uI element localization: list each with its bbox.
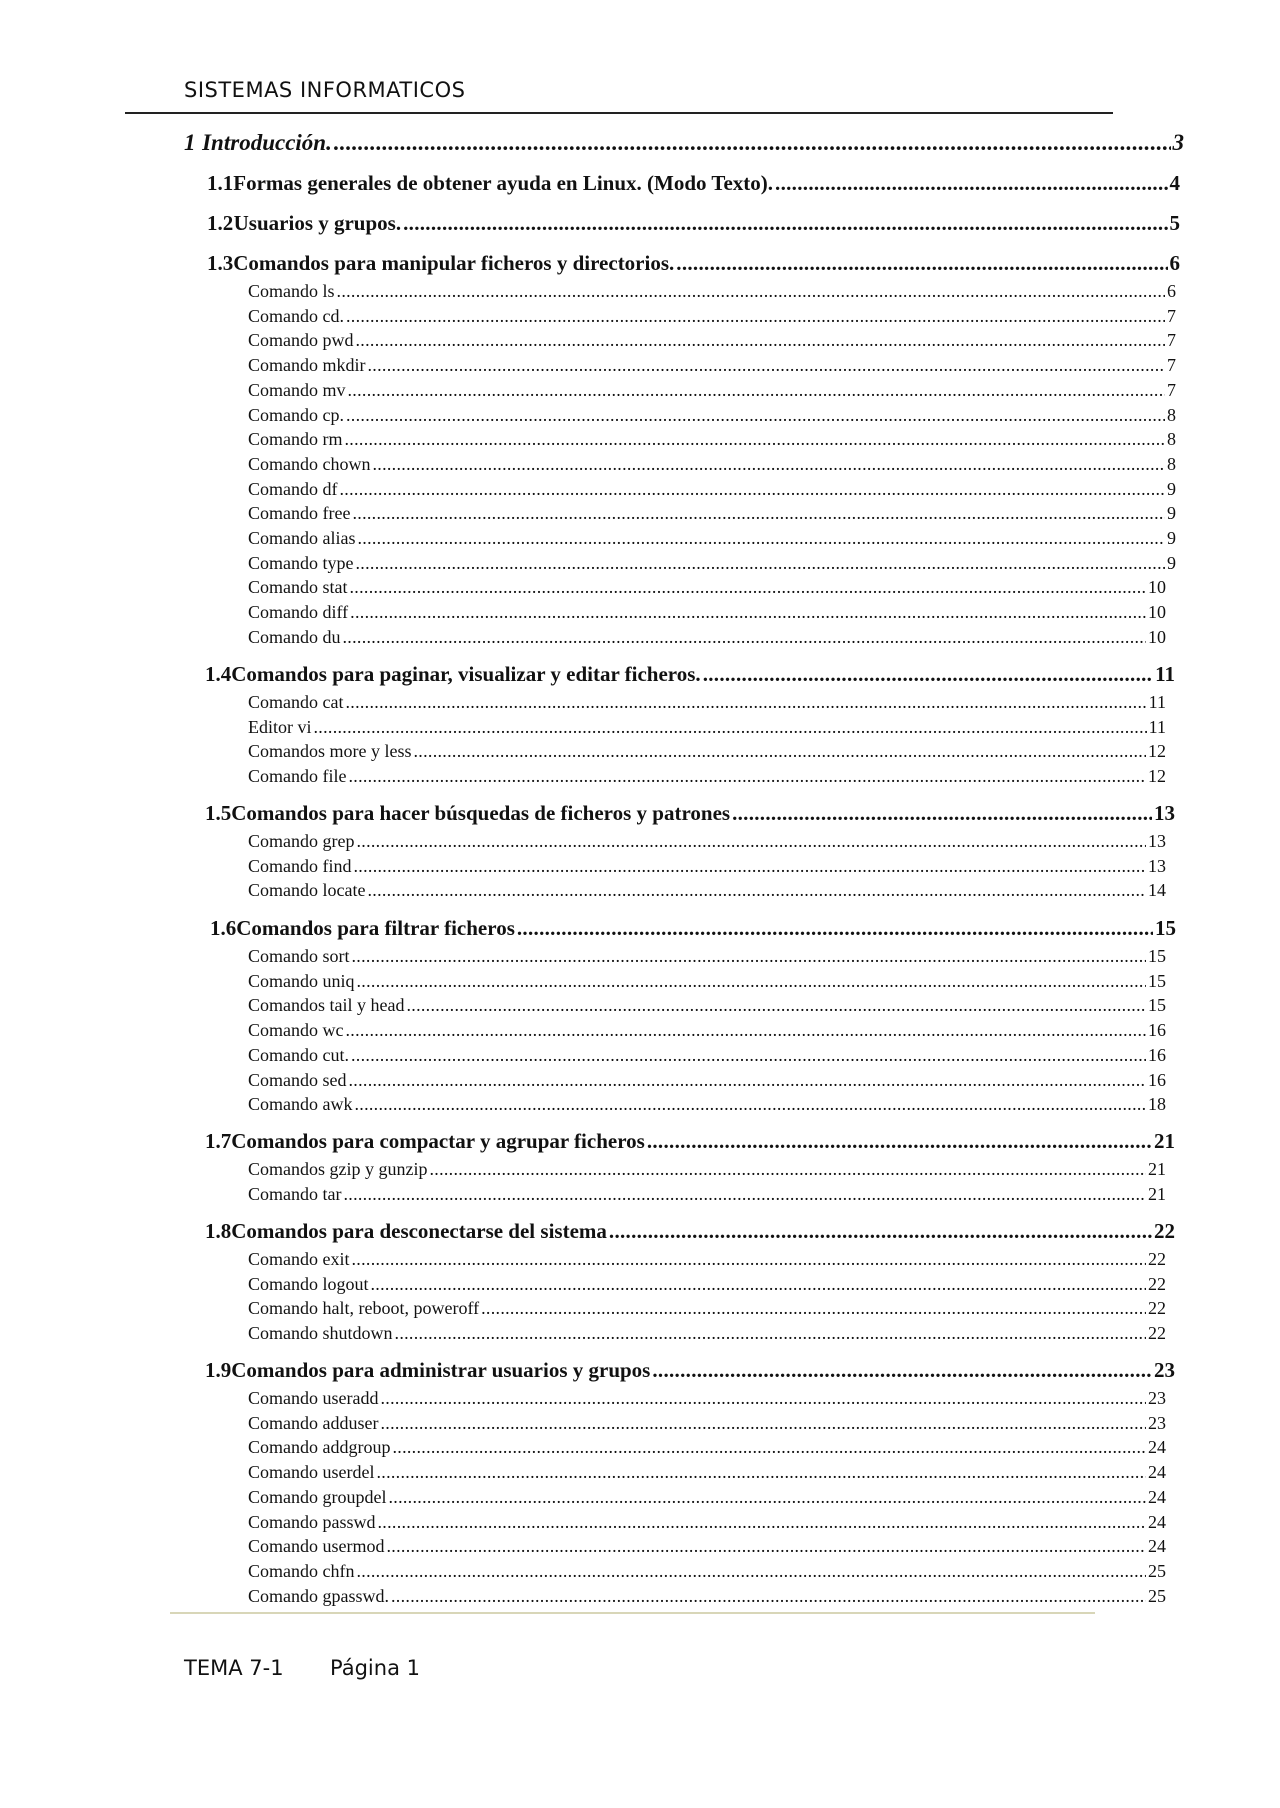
toc-subentry-label: Comando sed [248,1069,347,1090]
dot-leader [345,1020,1146,1041]
toc-subentry[interactable] [248,330,1176,351]
dot-leader [356,831,1146,852]
toc-subentry-label: Comando passwd [248,1511,376,1532]
toc-subentry-label: Comando cat [248,692,344,712]
toc-subentry-label: Comandos gzip y gunzip [248,1159,428,1179]
toc-entry-label: Comandos para desconectarse del sistema [231,1219,607,1243]
toc-subentry[interactable] [248,1045,1166,1066]
toc-entry-1-5[interactable] [205,801,1175,826]
dot-leader [367,880,1146,901]
toc-subentry-page: 24 [1148,1536,1166,1557]
dot-leader [481,1298,1146,1319]
toc-subentry-page: 21 [1148,1159,1166,1179]
toc-subentry[interactable] [248,454,1176,475]
toc-entry-1[interactable] [184,130,1184,156]
dot-leader [356,553,1166,574]
toc-subentry[interactable] [248,995,1166,1016]
toc-subentry-page: 7 [1167,305,1176,326]
toc-subentry-label: Comando usermod [248,1536,385,1557]
toc-subentry-label: Comando shutdown [248,1323,393,1344]
toc-subentry-page: 22 [1148,1249,1166,1269]
toc-subentry-page: 15 [1148,995,1166,1016]
dot-leader [414,741,1147,762]
toc-subentry-page: 8 [1167,453,1176,474]
toc-subentry-label: Comando gpasswd. [248,1585,389,1606]
dot-leader [343,627,1147,648]
dot-leader [372,454,1165,475]
toc-entry-page: 15 [1155,916,1176,940]
toc-entry-number: 1.5 [205,801,232,825]
dot-leader [349,1070,1147,1091]
dot-leader [352,1249,1147,1270]
toc-subentry-page: 23 [1148,1412,1166,1433]
toc-subentry-page: 6 [1167,281,1176,301]
toc-subentry[interactable] [248,1070,1166,1091]
dot-leader [517,916,1153,941]
toc-entry-number: 1.9 [205,1358,232,1382]
toc-subentry-label: Comando file [248,766,347,787]
dot-leader [357,528,1165,549]
dot-leader [395,1323,1146,1344]
toc-subentry-label: Comando cp. [248,404,344,425]
dot-leader [352,946,1147,967]
dot-leader [334,130,1171,156]
toc-subentry[interactable] [248,503,1176,524]
toc-subentry[interactable] [248,1512,1166,1533]
toc-subentry[interactable] [248,766,1166,787]
toc-subentry-label: Comando find [248,855,352,876]
dot-leader [346,306,1165,327]
toc-entry-number: 1.6 [210,916,237,940]
toc-subentry-page: 8 [1167,404,1176,425]
toc-entry-number: 1.1 [207,171,234,195]
toc-entry-label: Formas generales de obtener ayuda en Linux. (Modo Texto). [233,171,774,195]
toc-subentry-page: 10 [1148,626,1166,647]
dot-leader [392,1437,1146,1458]
dot-leader [378,1512,1147,1533]
toc-subentry-label: Editor vi [248,716,312,737]
toc-subentry[interactable] [248,971,1166,992]
toc-subentry-label: Comando locate [248,880,366,901]
dot-leader [348,380,1166,401]
dot-leader [406,995,1146,1016]
dot-leader [351,1045,1146,1066]
toc-subentry[interactable] [248,627,1166,648]
toc-subentry-page: 9 [1167,478,1176,499]
toc-subentry-page: 9 [1167,503,1176,524]
toc-subentry-page: 9 [1167,528,1176,548]
toc-subentry-page: 25 [1148,1585,1166,1606]
dot-leader [352,503,1165,524]
toc-entry-label: Comandos para administrar usuarios y grupos [231,1358,651,1382]
toc-subentry-page: 11 [1148,716,1166,737]
toc-subentry-label: Comando chown [248,453,371,474]
dot-leader [314,717,1147,738]
dot-leader [356,330,1166,351]
toc-subentry-page: 22 [1148,1298,1166,1319]
toc-subentry-label: Comandos tail y head [248,995,405,1016]
toc-subentry-label: Comando pwd [248,330,354,351]
dot-leader [368,355,1166,376]
toc-subentry-page: 18 [1148,1094,1166,1115]
toc-subentry-page: 12 [1148,766,1166,787]
toc-entry-1-9[interactable] [205,1358,1175,1383]
toc-subentry[interactable] [248,479,1176,500]
toc-subentry[interactable] [248,1020,1166,1041]
toc-subentry[interactable] [248,741,1166,762]
toc-subentry[interactable] [248,1437,1166,1458]
toc-subentry[interactable] [248,306,1176,327]
toc-subentry-label: Comando df [248,478,338,499]
dot-leader [348,766,1146,787]
toc-subentry-label: Comando uniq [248,970,355,991]
dot-leader [388,1487,1146,1508]
toc-subentry-label: Comando chfn [248,1560,355,1581]
toc-subentry[interactable] [248,1462,1166,1483]
toc-entry-page: 4 [1169,171,1180,195]
toc-subentry-page: 12 [1148,741,1166,762]
dot-leader [345,692,1146,713]
toc-subentry-page: 16 [1148,1044,1166,1065]
toc-subentry-label: Comando rm [248,429,343,450]
toc-subentry[interactable] [248,281,1176,302]
dot-leader [647,1129,1152,1154]
toc-subentry[interactable] [248,1323,1166,1344]
toc-subentry-label: Comando addgroup [248,1437,391,1458]
toc-entry-page: 3 [1172,130,1184,155]
toc-subentry[interactable] [248,1274,1166,1295]
toc-subentry-label: Comando du [248,626,341,647]
toc-subentry[interactable] [248,717,1166,738]
dot-leader [703,662,1153,687]
toc-subentry-page: 25 [1148,1560,1166,1581]
dot-leader [676,251,1167,276]
dot-leader [775,171,1167,196]
toc-subentry[interactable] [248,1487,1166,1508]
toc-subentry-page: 13 [1148,831,1166,851]
toc-subentry-label: Comando tar [248,1183,342,1204]
toc-subentry-page: 7 [1167,379,1176,400]
toc-subentry[interactable] [248,1586,1166,1607]
toc-subentry-label: Comando mkdir [248,355,366,376]
toc-entry-page: 13 [1154,801,1175,825]
toc-subentry-label: Comando sort [248,946,350,966]
toc-subentry-page: 13 [1148,855,1166,876]
dot-leader [343,1184,1146,1205]
dot-leader [340,479,1166,500]
toc-subentry[interactable] [248,856,1166,877]
toc-entry-1-4[interactable] [205,662,1175,687]
toc-subentry[interactable] [248,692,1166,713]
toc-subentry-label: Comando alias [248,528,356,548]
toc-subentry[interactable] [248,831,1166,852]
dot-leader [429,1159,1146,1180]
toc-subentry-page: 16 [1148,1020,1166,1041]
toc-subentry[interactable] [248,1249,1166,1270]
toc-subentry-label: Comando useradd [248,1388,379,1408]
toc-subentry[interactable] [248,1298,1166,1319]
footer-tema: TEMA 7-1 [184,1656,284,1680]
toc-entry-page: 21 [1154,1129,1175,1153]
toc-entry-1-8[interactable] [205,1219,1175,1244]
toc-entry-number: 1.4 [205,662,232,686]
toc-subentry-label: Comando diff [248,602,349,623]
toc-subentry[interactable] [248,602,1166,623]
toc-subentry-label: Comando mv [248,379,346,400]
toc-subentry[interactable] [248,880,1166,901]
toc-entry-page: 11 [1155,662,1175,686]
toc-subentry-page: 9 [1167,552,1176,573]
toc-subentry[interactable] [248,380,1176,401]
dot-leader [732,801,1152,826]
toc-subentry[interactable] [248,429,1176,450]
dot-leader [387,1536,1147,1557]
page-header-title: SISTEMAS INFORMATICOS [184,78,466,102]
toc-subentry-page: 24 [1148,1437,1166,1458]
toc-subentry[interactable] [248,553,1176,574]
toc-entry-label: Comandos para manipular ficheros y directorios. [233,251,675,275]
toc-subentry-page: 23 [1148,1388,1166,1408]
toc-subentry[interactable] [248,946,1166,967]
toc-subentry[interactable] [248,1094,1166,1115]
toc-subentry-page: 15 [1148,946,1166,966]
toc-subentry-page: 24 [1148,1511,1166,1532]
dot-leader [391,1586,1146,1607]
toc-subentry-label: Comando stat [248,577,348,598]
toc-subentry[interactable] [248,1536,1166,1557]
toc-subentry-label: Comando logout [248,1273,369,1294]
dot-leader [380,1413,1146,1434]
toc-entry-number: 1 [184,130,196,155]
toc-entry-label: Comandos para filtrar ficheros [236,916,515,940]
toc-entry-label: Comandos para compactar y agrupar ficheros [231,1129,645,1153]
toc-entry-1-1[interactable] [207,171,1180,196]
toc-subentry[interactable] [248,405,1176,426]
dot-leader [345,429,1166,450]
toc-entry-page: 22 [1154,1219,1175,1243]
toc-entry-label: Comandos para paginar, visualizar y editar ficheros. [231,662,701,686]
toc-subentry-page: 7 [1167,330,1176,351]
dot-leader [356,1561,1146,1582]
toc-subentry-page: 10 [1148,577,1166,598]
toc-subentry-page: 21 [1148,1183,1166,1204]
toc-subentry-page: 24 [1148,1462,1166,1483]
toc-subentry-label: Comando awk [248,1094,353,1115]
toc-entry-label: Comandos para hacer búsquedas de ficheros y patrones [231,801,731,825]
toc-entry-1-7[interactable] [205,1129,1175,1154]
footer-page-number: Página 1 [330,1656,420,1680]
toc-entry-number: 1.2 [207,211,234,235]
toc-subentry-page: 8 [1167,429,1176,450]
dot-leader [380,1388,1146,1409]
toc-subentry-label: Comando adduser [248,1412,379,1433]
toc-entry-1-2[interactable] [207,211,1180,236]
toc-subentry[interactable] [248,1159,1166,1180]
dot-leader [354,1094,1146,1115]
toc-subentry-page: 22 [1148,1273,1166,1294]
toc-subentry[interactable] [248,1561,1166,1582]
toc-subentry[interactable] [248,355,1176,376]
toc-subentry-page: 11 [1148,692,1166,712]
toc-subentry[interactable] [248,1184,1166,1205]
toc-subentry[interactable] [248,528,1176,549]
dot-leader [354,856,1147,877]
toc-subentry-label: Comando exit [248,1249,350,1269]
toc-subentry-label: Comando groupdel [248,1486,387,1507]
toc-subentry[interactable] [248,1388,1166,1409]
footer-divider [170,1612,1095,1614]
toc-entry-number: 1.7 [205,1129,232,1153]
toc-entry-1-6[interactable] [210,916,1176,941]
toc-subentry-page: 14 [1148,880,1166,901]
toc-subentry[interactable] [248,1413,1166,1434]
dot-leader [376,1462,1146,1483]
dot-leader [652,1358,1152,1383]
toc-subentry-page: 22 [1148,1323,1166,1344]
toc-subentry-label: Comando userdel [248,1462,375,1483]
dot-leader [350,577,1147,598]
toc-subentry-page: 24 [1148,1486,1166,1507]
dot-leader [403,211,1167,236]
toc-entry-number: 1.3 [207,251,234,275]
toc-entry-page: 23 [1154,1358,1175,1382]
toc-subentry-label: Comando halt, reboot, poweroff [248,1298,480,1319]
dot-leader [346,405,1165,426]
toc-subentry-label: Comando type [248,552,354,573]
toc-subentry-label: Comando wc [248,1020,344,1041]
toc-entry-label: Introducción. [202,130,332,155]
toc-subentry-label: Comando ls [248,281,335,301]
dot-leader [350,602,1146,623]
toc-subentry-page: 16 [1148,1069,1166,1090]
toc-entry-number: 1.8 [205,1219,232,1243]
dot-leader [371,1274,1147,1295]
toc-entry-1-3[interactable] [207,251,1180,276]
toc-subentry-page: 15 [1148,970,1166,991]
header-divider [125,112,1113,114]
toc-subentry-label: Comandos more y less [248,741,412,762]
toc-subentry-page: 7 [1167,355,1176,376]
toc-subentry[interactable] [248,577,1166,598]
toc-subentry-label: Comando cut. [248,1044,349,1065]
toc-subentry-page: 10 [1148,602,1166,623]
toc-subentry-label: Comando grep [248,831,355,851]
toc-entry-page: 6 [1169,251,1180,275]
dot-leader [337,281,1165,302]
toc-subentry-label: Comando free [248,503,351,524]
toc-entry-label: Usuarios y grupos. [233,211,402,235]
dot-leader [609,1219,1152,1244]
toc-subentry-label: Comando cd. [248,305,344,326]
toc-entry-page: 5 [1169,211,1180,235]
dot-leader [357,971,1147,992]
